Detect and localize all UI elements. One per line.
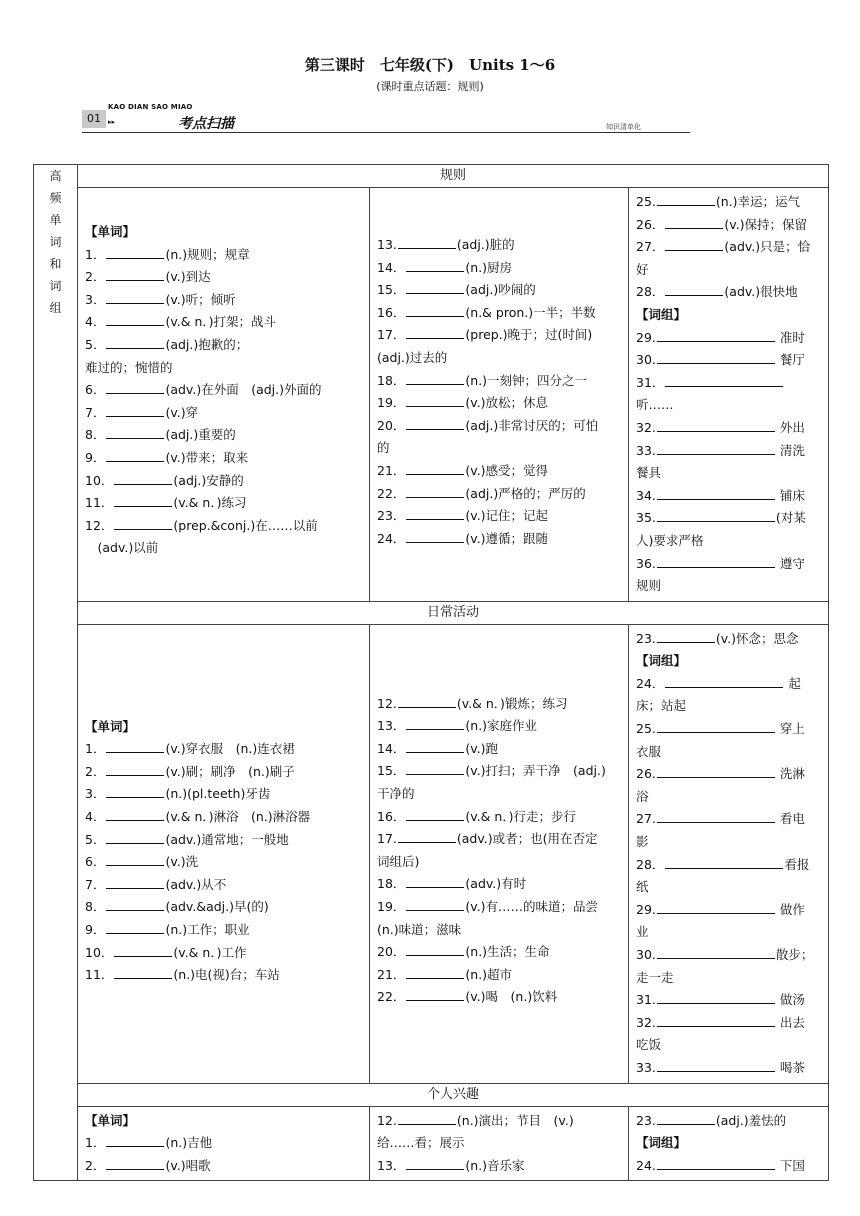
answer-blank (106, 738, 164, 753)
side-label (34, 165, 78, 1181)
vocab-entry: 吃饭 (636, 1037, 662, 1053)
answer-blank (657, 507, 775, 522)
vocab-entry: 11． (v.& n．)练习 (85, 492, 362, 515)
side-label-char: 单 (49, 213, 62, 227)
answer-blank (657, 989, 775, 1004)
vocab-entry: 1． (n.)吉他 (85, 1132, 362, 1155)
vocab-entry: 26． (v.)保持；保留 (636, 214, 821, 237)
answer-blank (657, 944, 775, 959)
vocab-entry: 18． (n.)一刻钟；四分之一 (377, 370, 621, 393)
answer-blank (114, 492, 172, 507)
vocab-entry: 25. 穿上 (636, 718, 821, 741)
vocab-column-3 (629, 1106, 829, 1181)
vocab-entry: 17. (adv.)或者；也(用在否定 (377, 828, 621, 851)
answer-blank (657, 191, 715, 206)
vocab-entry: 24. 下国 (636, 1155, 821, 1178)
vocab-entry: (n.)味道；滋味 (377, 921, 462, 937)
answer-blank (657, 1155, 775, 1170)
section-heading: 个人兴趣 (78, 1083, 829, 1106)
vocab-entry: 6． (v.)洗 (85, 851, 362, 874)
answer-blank (106, 311, 164, 326)
answer-blank (657, 808, 775, 823)
answer-blank (106, 829, 164, 844)
answer-blank (657, 1057, 775, 1072)
vocab-entry: 给……看；展示 (377, 1135, 465, 1151)
answer-blank (106, 289, 164, 304)
banner-note: 知识清单化 (606, 123, 641, 131)
vocab-entry: 32. 出去 (636, 1012, 821, 1035)
vocab-entry: 床；站起 (636, 698, 687, 714)
vocab-column-2 (370, 1106, 629, 1181)
vocab-entry: 34. 铺床 (636, 485, 821, 508)
vocab-column-3 (629, 188, 829, 602)
vocab-entry: 31. 做汤 (636, 989, 821, 1012)
vocab-entry: 19． (v.)有……的味道；品尝 (377, 896, 621, 919)
vocab-entry: 的 (377, 440, 390, 456)
vocab-entry: 33. 喝茶 (636, 1057, 821, 1080)
vocab-entry: 衣服 (636, 743, 662, 759)
page-title: 第三课时 七年级(下) Units 1～6 (304, 56, 556, 74)
answer-blank (657, 485, 775, 500)
vocab-entry: 16． (v.& n．)行走；步行 (377, 806, 621, 829)
vocab-entry: 28． 看报 (636, 854, 821, 877)
answer-blank (106, 783, 164, 798)
vocab-entry: 3． (n.)(pl.teeth)牙齿 (85, 783, 362, 806)
answer-blank (106, 1132, 164, 1147)
vocab-entry: 12. (v.& n．)锻炼；练习 (377, 693, 621, 716)
banner-rule (82, 132, 690, 133)
answer-blank (665, 214, 723, 229)
answer-blank (106, 874, 164, 889)
banner-pinyin: KAO DIAN SAO MIAO (108, 103, 193, 111)
vocab-entry: 21． (n.)超市 (377, 964, 621, 987)
answer-blank (398, 234, 456, 249)
vocab-entry: 22． (adj.)严格的；严厉的 (377, 483, 621, 506)
vocab-entry: 词组后) (377, 853, 420, 869)
answer-blank (114, 470, 172, 485)
vocab-entry: 5． (adj.)抱歉的； (85, 334, 362, 357)
answer-blank (106, 761, 164, 776)
vocab-entry: 14． (v.)跑 (377, 738, 621, 761)
answer-blank (106, 402, 164, 417)
answer-blank (406, 370, 464, 385)
group-heading: 【单词】 (85, 718, 136, 734)
vocab-entry: 26. 洗淋 (636, 763, 821, 786)
vocab-entry: 22． (v.)喝 (n.)饮料 (377, 986, 621, 1009)
answer-blank (406, 415, 464, 430)
answer-blank (406, 760, 464, 775)
answer-blank (106, 379, 164, 394)
answer-blank (406, 483, 464, 498)
vocab-entry: 11． (n.)电(视)台；车站 (85, 964, 362, 987)
answer-blank (665, 236, 723, 251)
vocab-entry: 7． (v.)穿 (85, 402, 362, 425)
answer-blank (114, 515, 172, 530)
vocab-entry: 8． (adj.)重要的 (85, 424, 362, 447)
answer-blank (657, 899, 775, 914)
vocab-entry: 7． (adv.)从不 (85, 874, 362, 897)
vocab-entry: 14． (n.)厨房 (377, 257, 621, 280)
section-body-row (34, 624, 829, 1083)
vocab-entry: (adj.)过去的 (377, 349, 448, 365)
answer-blank (406, 941, 464, 956)
section-heading: 日常活动 (78, 601, 829, 624)
vocab-entry: 5． (adv.)通常地；一般地 (85, 829, 362, 852)
vocab-entry: 餐具 (636, 465, 662, 481)
answer-blank (106, 1155, 164, 1170)
answer-blank (398, 1110, 456, 1125)
answer-blank (398, 828, 456, 843)
vocab-entry: 13． (n.)音乐家 (377, 1155, 621, 1178)
answer-blank (657, 327, 775, 342)
answer-blank (406, 392, 464, 407)
vocab-entry: 人)要求严格 (636, 532, 704, 548)
vocab-entry: 4． (v.& n．)淋浴 (n.)淋浴器 (85, 806, 362, 829)
answer-blank (657, 417, 775, 432)
vocab-entry: 16． (n.& pron.)一半；半数 (377, 302, 621, 325)
answer-blank (106, 851, 164, 866)
side-label-char: 和 (49, 257, 62, 271)
vocab-entry: 影 (636, 834, 649, 850)
vocab-entry: 18． (adv.)有时 (377, 873, 621, 896)
vocab-entry: (adv.)以前 (85, 540, 159, 556)
answer-blank (106, 919, 164, 934)
vocab-entry: 15． (v.)打扫；弄干净 (adj.) (377, 760, 621, 783)
banner-title: 考点扫描 (178, 116, 234, 132)
vocab-column-2 (370, 188, 629, 602)
vocab-entry: 29. 做作 (636, 899, 821, 922)
vocab-entry: 20． (n.)生活；生命 (377, 941, 621, 964)
answer-blank (106, 266, 164, 281)
answer-blank (657, 763, 775, 778)
section-body-row (34, 188, 829, 602)
vocab-table (33, 164, 829, 1181)
vocab-entry: 9． (n.)工作；职业 (85, 919, 362, 942)
vocab-entry: 13. (adj.)脏的 (377, 234, 621, 257)
section-heading: 规则 (78, 165, 829, 188)
vocab-entry: 27． (adv.)只是；恰 (636, 236, 821, 259)
vocab-entry: 10． (v.& n．)工作 (85, 942, 362, 965)
answer-blank (106, 447, 164, 462)
answer-blank (106, 244, 164, 259)
vocab-entry: 听…… (636, 397, 674, 413)
vocab-entry: 难过的；惋惜的 (85, 359, 173, 375)
section-banner (82, 103, 690, 135)
vocab-entry: 2． (v.)唱歌 (85, 1155, 362, 1178)
answer-blank (657, 1110, 715, 1125)
vocab-column-3 (629, 624, 829, 1083)
answer-blank (657, 718, 775, 733)
vocab-entry: 12. (n.)演出；节目 (v.) (377, 1110, 621, 1133)
answer-blank (406, 505, 464, 520)
vocab-entry: 19． (v.)放松；休息 (377, 392, 621, 415)
answer-blank (406, 715, 464, 730)
answer-blank (406, 986, 464, 1001)
vocab-entry: 4． (v.& n．)打架；战斗 (85, 311, 362, 334)
banner-badge: 01 (82, 110, 106, 128)
page-subtitle: (课时重点话题：规则) (376, 80, 484, 93)
vocab-entry: 30. 散步； (636, 944, 821, 967)
vocab-column-1 (78, 624, 370, 1083)
group-heading: 【词组】 (636, 653, 687, 669)
vocab-column-1 (78, 188, 370, 602)
answer-blank (406, 460, 464, 475)
vocab-entry: 20． (adj.)非常讨厌的；可怕 (377, 415, 621, 438)
answer-blank (406, 324, 464, 339)
vocab-entry: 23． (v.)记住；记起 (377, 505, 621, 528)
group-heading: 【词组】 (636, 1135, 687, 1151)
answer-blank (114, 942, 172, 957)
vocab-entry: 33. 清洗 (636, 440, 821, 463)
side-label-char: 频 (49, 191, 62, 205)
vocab-entry: 好 (636, 261, 649, 277)
answer-blank (406, 1155, 464, 1170)
vocab-entry: 28． (adv.)很快地 (636, 281, 821, 304)
answer-blank (665, 854, 783, 869)
vocab-entry: 24． (v.)遵循；跟随 (377, 528, 621, 551)
section-body-row (34, 1106, 829, 1181)
vocab-entry: 32. 外出 (636, 417, 821, 440)
answer-blank (106, 334, 164, 349)
answer-blank (665, 372, 783, 387)
answer-blank (406, 528, 464, 543)
answer-blank (657, 553, 775, 568)
vocab-entry: 25. (n.)幸运；运气 (636, 191, 821, 214)
answer-blank (406, 896, 464, 911)
vocab-entry: 35. (对某 (636, 507, 821, 530)
vocab-entry: 1． (n.)规则；规章 (85, 244, 362, 267)
answer-blank (406, 806, 464, 821)
answer-blank (406, 302, 464, 317)
answer-blank (657, 349, 775, 364)
vocab-entry: 29. 准时 (636, 327, 821, 350)
vocab-entry: 1． (v.)穿衣服 (n.)连衣裙 (85, 738, 362, 761)
section-heading-row (34, 601, 829, 624)
vocab-entry: 23. (v.)怀念；思念 (636, 628, 821, 651)
vocab-entry: 干净的 (377, 786, 415, 802)
vocab-entry: 15． (adj.)吵闹的 (377, 279, 621, 302)
vocab-entry: 24． 起 (636, 673, 821, 696)
answer-blank (106, 424, 164, 439)
vocab-entry: 30. 餐厅 (636, 349, 821, 372)
vocab-entry: 业 (636, 924, 649, 940)
answer-blank (406, 257, 464, 272)
vocab-entry: 3． (v.)听；倾听 (85, 289, 362, 312)
side-label-char: 高 (49, 169, 62, 183)
vocab-entry: 8． (adv.&adj.)早(的) (85, 896, 362, 919)
vocab-entry: 走一走 (636, 969, 674, 985)
vocab-entry: 浴 (636, 788, 649, 804)
answer-blank (406, 738, 464, 753)
vocab-entry: 2． (v.)到达 (85, 266, 362, 289)
answer-blank (665, 281, 723, 296)
answer-blank (657, 628, 715, 643)
group-heading: 【单词】 (85, 1112, 136, 1128)
answer-blank (398, 693, 456, 708)
vocab-column-2 (370, 624, 629, 1083)
vocab-entry: 2． (v.)刷；刷净 (n.)刷子 (85, 761, 362, 784)
answer-blank (657, 1012, 775, 1027)
answer-blank (106, 896, 164, 911)
section-heading-row (34, 1083, 829, 1106)
vocab-entry: 12． (prep.&conj.)在……以前 (85, 515, 362, 538)
answer-blank (406, 279, 464, 294)
vocab-entry: 31． (636, 372, 821, 395)
section-heading-row (34, 165, 829, 188)
vocab-entry: 规则 (636, 578, 662, 594)
vocab-entry: 纸 (636, 879, 649, 895)
answer-blank (665, 673, 783, 688)
answer-blank (406, 964, 464, 979)
group-heading: 【词组】 (636, 306, 687, 322)
side-label-char: 词 (49, 279, 62, 293)
group-heading: 【单词】 (85, 224, 136, 239)
answer-blank (106, 806, 164, 821)
vocab-entry: 13． (n.)家庭作业 (377, 715, 621, 738)
vocab-entry: 21． (v.)感受；觉得 (377, 460, 621, 483)
vocab-entry: 23. (adj.)羞怯的 (636, 1110, 821, 1133)
side-label-char: 词 (49, 235, 62, 249)
answer-blank (114, 964, 172, 979)
vocab-entry: 9． (v.)带来；取来 (85, 447, 362, 470)
vocab-entry: 36. 遵守 (636, 553, 821, 576)
answer-blank (657, 440, 775, 455)
double-arrow-icon: ▸▸ (108, 118, 116, 126)
side-label-char: 组 (49, 301, 62, 315)
vocab-column-1 (78, 1106, 370, 1181)
vocab-entry: 10． (adj.)安静的 (85, 470, 362, 493)
vocab-entry: 17． (prep.)晚于；过(时间) (377, 324, 621, 347)
answer-blank (406, 873, 464, 888)
vocab-entry: 27. 看电 (636, 808, 821, 831)
vocab-entry: 6． (adv.)在外面 (adj.)外面的 (85, 379, 362, 402)
